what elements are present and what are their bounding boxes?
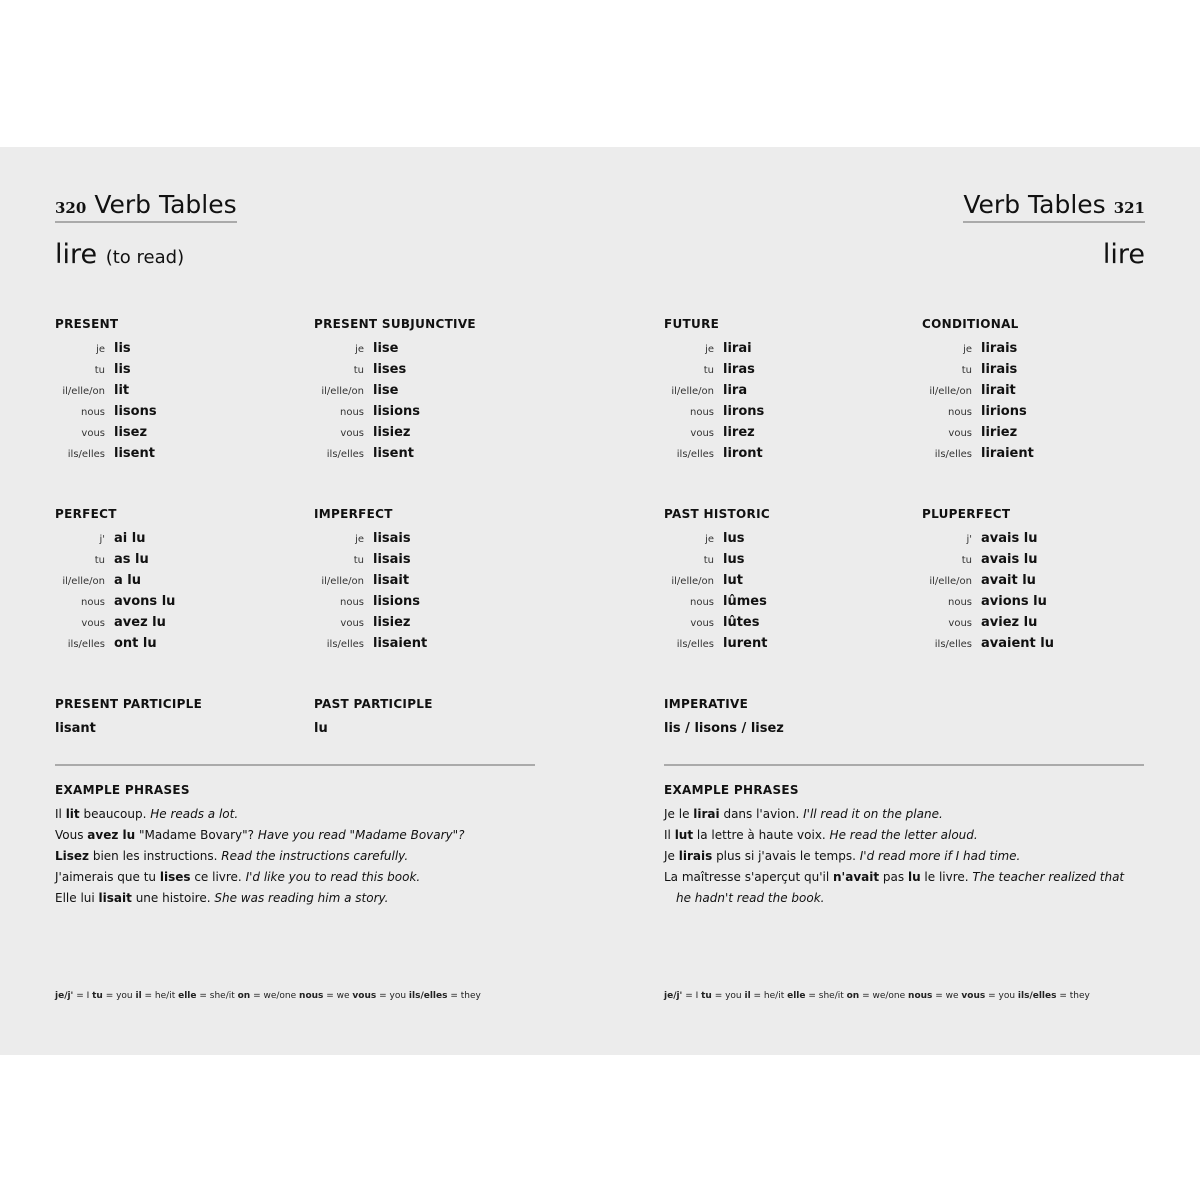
text-run: ce livre. <box>190 870 246 884</box>
verb-form: lisons <box>114 404 157 419</box>
verb-form: lisais <box>373 552 411 567</box>
text-run: n'avait <box>833 870 880 884</box>
tense-block <box>314 507 564 654</box>
text-run: = she/it <box>805 991 847 1001</box>
conjugation-row <box>314 591 564 612</box>
pronoun: je <box>963 344 972 355</box>
pronoun-key-footer <box>55 991 481 1001</box>
text-run: = I <box>73 991 93 1001</box>
verb-form: liras <box>723 362 755 377</box>
verb-form: lisent <box>114 446 155 461</box>
text-run: Je <box>664 849 679 863</box>
text-run: = we <box>932 991 962 1001</box>
text-run: tu <box>701 991 712 1001</box>
text-run: = they <box>1056 991 1090 1001</box>
tense-block <box>55 507 305 654</box>
text-run: je/j' <box>664 991 683 1001</box>
example-phrase <box>55 888 545 909</box>
book-spread <box>0 147 1200 1055</box>
text-run: = you <box>985 991 1018 1001</box>
verb-title <box>55 239 184 270</box>
verb-form: lis <box>114 362 131 377</box>
pronoun: j' <box>966 534 972 545</box>
verb-form: lus <box>723 531 745 546</box>
verb-infinitive: lire <box>1102 239 1145 270</box>
tense-name: PRESENT SUBJUNCTIVE <box>314 317 476 331</box>
verb-form: aviez lu <box>981 615 1038 630</box>
tense-block <box>664 317 914 464</box>
tense-name: PAST HISTORIC <box>664 507 770 521</box>
pronoun: il/elle/on <box>671 576 714 587</box>
pronoun: vous <box>948 428 972 439</box>
pronoun: j' <box>99 534 105 545</box>
tense-name: IMPERFECT <box>314 507 393 521</box>
pronoun: nous <box>80 407 105 418</box>
verb-form: ai lu <box>114 531 146 546</box>
verb-form: lisiez <box>373 425 411 440</box>
right-page <box>600 147 1200 1055</box>
pronoun: nous <box>947 597 972 608</box>
verb-gloss: (to read) <box>105 247 185 268</box>
present-participle <box>55 697 305 739</box>
imperative <box>664 697 914 739</box>
tense-block <box>664 507 914 654</box>
conjugation-row <box>922 591 1172 612</box>
text-run: Il <box>55 807 66 821</box>
conjugation-row <box>55 633 305 654</box>
pronoun: nous <box>339 407 364 418</box>
tense-block <box>314 317 564 464</box>
example-list <box>55 804 545 909</box>
pronoun: vous <box>690 618 714 629</box>
pronoun: nous <box>947 407 972 418</box>
pronoun: tu <box>94 555 105 566</box>
section-divider <box>664 764 1144 766</box>
pronoun: tu <box>961 555 972 566</box>
example-phrase <box>55 867 545 888</box>
text-run: Il <box>664 828 675 842</box>
text-run: ils/elles <box>408 991 448 1001</box>
pronoun: ils/elles <box>326 449 364 460</box>
text-run: ils/elles <box>1017 991 1057 1001</box>
pronoun: vous <box>690 428 714 439</box>
conjugation-row <box>314 528 564 549</box>
verb-form: lirons <box>723 404 765 419</box>
verb-form: lira <box>723 383 748 398</box>
conjugation-row <box>922 338 1172 359</box>
text-run: J'aimerais que tu <box>55 870 160 884</box>
text-run: je/j' <box>55 991 74 1001</box>
text-run: = you <box>102 991 136 1001</box>
imperative-label: IMPERATIVE <box>664 697 749 711</box>
verb-form: lisiez <box>373 615 411 630</box>
text-run: He read the letter aloud. <box>829 828 978 842</box>
conjugation-row <box>922 570 1172 591</box>
tense-block <box>922 507 1172 654</box>
pronoun: je <box>355 534 364 545</box>
text-run: He reads a lot. <box>150 807 239 821</box>
text-run: Je le <box>664 807 694 821</box>
example-phrase <box>664 846 1154 867</box>
conjugation-row <box>664 633 914 654</box>
text-run: lit <box>65 807 80 821</box>
example-phrase <box>55 846 545 867</box>
pronoun: nous <box>689 407 714 418</box>
text-run: = we <box>323 991 353 1001</box>
pronoun: il/elle/on <box>929 386 972 397</box>
text-run: nous <box>908 991 933 1001</box>
page-number: 320 <box>55 199 87 217</box>
present-participle-label: PRESENT PARTICIPLE <box>55 697 203 711</box>
pronoun: tu <box>703 555 714 566</box>
tense-name: CONDITIONAL <box>922 317 1019 331</box>
text-run: = you <box>711 991 745 1001</box>
pronoun: vous <box>340 618 364 629</box>
verb-form: lirait <box>981 383 1016 398</box>
text-run: on <box>846 991 860 1001</box>
conjugation-row <box>55 591 305 612</box>
verb-form: lûmes <box>723 594 767 609</box>
conjugation-row <box>664 359 914 380</box>
example-phrase <box>664 867 1154 888</box>
pronoun: je <box>355 344 364 355</box>
text-run: on <box>237 991 251 1001</box>
text-run: = they <box>447 991 481 1001</box>
conjugation-row <box>922 528 1172 549</box>
verb-form: lisaient <box>373 636 428 651</box>
conjugation-row <box>314 443 564 464</box>
text-run: = I <box>682 991 702 1001</box>
pronoun: tu <box>94 365 105 376</box>
pronoun: il/elle/on <box>321 386 364 397</box>
header-title: Verb Tables <box>963 190 1106 219</box>
example-phrase <box>664 825 1154 846</box>
verb-form: lisent <box>373 446 414 461</box>
pronoun: ils/elles <box>934 449 972 460</box>
conjugation-row <box>664 528 914 549</box>
verb-form: lise <box>373 383 399 398</box>
conjugation-row <box>55 422 305 443</box>
text-run: Read the instructions carefully. <box>221 849 409 863</box>
conjugation-row <box>922 401 1172 422</box>
tense-name: PERFECT <box>55 507 117 521</box>
verb-form: lus <box>723 552 745 567</box>
verb-form: ont lu <box>114 636 157 651</box>
pronoun: je <box>705 344 714 355</box>
text-run: = we/one <box>250 991 300 1001</box>
text-run: pas <box>879 870 908 884</box>
conjugation-row <box>664 549 914 570</box>
conjugation-row <box>664 570 914 591</box>
conjugation-row <box>55 338 305 359</box>
text-run: tu <box>92 991 103 1001</box>
past-participle-value: lu <box>314 721 328 736</box>
verb-form: lirions <box>981 404 1027 419</box>
text-run: le livre. <box>920 870 973 884</box>
verb-form: lirais <box>981 362 1018 377</box>
example-list <box>664 804 1154 909</box>
verb-form: avaient lu <box>981 636 1054 651</box>
verb-form: avais lu <box>981 531 1038 546</box>
example-phrases-label: EXAMPLE PHRASES <box>55 783 190 797</box>
conjugation-row <box>314 633 564 654</box>
example-phrase <box>55 804 545 825</box>
text-run: Elle lui <box>55 891 99 905</box>
verb-form: lise <box>373 341 399 356</box>
text-run: avez lu <box>87 828 136 842</box>
conjugation-row <box>55 401 305 422</box>
present-participle-value: lisant <box>55 721 96 736</box>
conjugation-row <box>55 380 305 401</box>
conjugation-row <box>922 443 1172 464</box>
text-run: lises <box>159 870 191 884</box>
pronoun: il/elle/on <box>62 386 105 397</box>
verb-title <box>1103 239 1145 270</box>
verb-form: lis <box>114 341 131 356</box>
verb-form: avez lu <box>114 615 166 630</box>
example-phrase <box>55 825 545 846</box>
verb-infinitive: lire <box>55 239 98 270</box>
text-run: elle <box>787 991 806 1001</box>
pronoun: tu <box>353 555 364 566</box>
text-run: "Madame Bovary"? <box>135 828 258 842</box>
text-run: = he/it <box>750 991 788 1001</box>
pronoun: vous <box>340 428 364 439</box>
conjugation-row <box>664 612 914 633</box>
pronoun: tu <box>703 365 714 376</box>
text-run: vous <box>352 991 377 1001</box>
conjugation-row <box>664 380 914 401</box>
pronoun: il/elle/on <box>62 576 105 587</box>
text-run: beaucoup. <box>79 807 151 821</box>
verb-form: lit <box>114 383 130 398</box>
pronoun: vous <box>81 428 105 439</box>
conjugation-row <box>664 591 914 612</box>
text-run: La maîtresse s'aperçut qu'il <box>664 870 833 884</box>
header-title: Verb Tables <box>94 190 237 219</box>
conjugation-row <box>314 549 564 570</box>
verb-form: a lu <box>114 573 142 588</box>
pronoun: ils/elles <box>67 639 105 650</box>
text-run: lu <box>907 870 921 884</box>
text-run: Have you read "Madame Bovary"? <box>257 828 465 842</box>
text-run: The teacher realized that <box>972 870 1125 884</box>
conjugation-row <box>314 338 564 359</box>
conjugation-row <box>314 422 564 443</box>
page-header <box>963 190 1145 223</box>
tense-name: PRESENT <box>55 317 119 331</box>
conjugation-row <box>922 359 1172 380</box>
text-run: il <box>135 991 142 1001</box>
page-number: 321 <box>1113 199 1145 217</box>
verb-form: lisions <box>373 594 421 609</box>
verb-form: lirais <box>981 341 1018 356</box>
text-run: he hadn't read the book. <box>676 891 825 905</box>
verb-form: lirai <box>723 341 752 356</box>
conjugation-row <box>314 401 564 422</box>
text-run: = you <box>376 991 409 1001</box>
pronoun: nous <box>80 597 105 608</box>
text-run: dans l'avion. <box>719 807 804 821</box>
pronoun: ils/elles <box>676 639 714 650</box>
past-participle-label: PAST PARTICIPLE <box>314 697 433 711</box>
verb-form: lirez <box>723 425 755 440</box>
text-run: Vous <box>55 828 88 842</box>
pronoun: il/elle/on <box>929 576 972 587</box>
conjugation-row <box>314 359 564 380</box>
text-run: elle <box>178 991 197 1001</box>
conjugation-row <box>664 401 914 422</box>
text-run: lirais <box>678 849 713 863</box>
conjugation-row <box>922 422 1172 443</box>
pronoun: vous <box>948 618 972 629</box>
pronoun: nous <box>689 597 714 608</box>
verb-form: lûtes <box>723 615 760 630</box>
conjugation-row <box>55 612 305 633</box>
verb-form: avait lu <box>981 573 1036 588</box>
tense-block <box>55 317 305 464</box>
verb-form: lisions <box>373 404 421 419</box>
text-run: la lettre à haute voix. <box>693 828 830 842</box>
pronoun-key-footer <box>664 991 1090 1001</box>
text-run: plus si j'avais le temps. <box>712 849 860 863</box>
verb-form: liront <box>723 446 763 461</box>
pronoun: je <box>96 344 105 355</box>
verb-form: liriez <box>981 425 1018 440</box>
imperative-value: lis / lisons / lisez <box>664 721 784 736</box>
conjugation-row <box>314 380 564 401</box>
verb-form: as lu <box>114 552 149 567</box>
pronoun: tu <box>961 365 972 376</box>
pronoun: nous <box>339 597 364 608</box>
example-phrase <box>664 804 1154 825</box>
text-run: I'll read it on the plane. <box>803 807 943 821</box>
verb-form: lisez <box>114 425 148 440</box>
conjugation-row <box>55 549 305 570</box>
text-run: bien les instructions. <box>89 849 222 863</box>
example-phrases <box>55 783 545 909</box>
section-divider <box>55 764 535 766</box>
left-page <box>0 147 600 1055</box>
tense-block <box>922 317 1172 464</box>
conjugation-row <box>922 612 1172 633</box>
pronoun: tu <box>353 365 364 376</box>
text-run: I'd read more if I had time. <box>859 849 1021 863</box>
conjugation-row <box>55 528 305 549</box>
conjugation-row <box>922 380 1172 401</box>
conjugation-row <box>664 338 914 359</box>
text-run: = he/it <box>141 991 179 1001</box>
text-run: une histoire. <box>131 891 215 905</box>
verb-form: avons lu <box>114 594 176 609</box>
text-run: Lisez <box>55 849 90 863</box>
pronoun: il/elle/on <box>671 386 714 397</box>
example-phrases <box>664 783 1154 909</box>
page-header <box>55 190 237 223</box>
verb-form: lisais <box>373 531 411 546</box>
pronoun: ils/elles <box>326 639 364 650</box>
text-run: She was reading him a story. <box>214 891 389 905</box>
past-participle <box>314 697 564 739</box>
conjugation-row <box>664 422 914 443</box>
text-run: vous <box>961 991 986 1001</box>
text-run: lisait <box>98 891 132 905</box>
conjugation-row <box>664 443 914 464</box>
conjugation-row <box>922 549 1172 570</box>
verb-form: lises <box>373 362 407 377</box>
text-run: = she/it <box>196 991 238 1001</box>
conjugation-row <box>922 633 1172 654</box>
example-phrases-label: EXAMPLE PHRASES <box>664 783 799 797</box>
tense-name: PLUPERFECT <box>922 507 1011 521</box>
example-phrase <box>664 888 1154 909</box>
pronoun: vous <box>81 618 105 629</box>
verb-form: avais lu <box>981 552 1038 567</box>
tense-name: FUTURE <box>664 317 720 331</box>
verb-form: lut <box>723 573 743 588</box>
pronoun: ils/elles <box>934 639 972 650</box>
verb-form: liraient <box>981 446 1034 461</box>
conjugation-row <box>55 570 305 591</box>
pronoun: je <box>705 534 714 545</box>
pronoun: ils/elles <box>67 449 105 460</box>
text-run: lirai <box>693 807 720 821</box>
text-run: lut <box>674 828 694 842</box>
text-run: = we/one <box>859 991 909 1001</box>
conjugation-row <box>314 612 564 633</box>
pronoun: ils/elles <box>676 449 714 460</box>
conjugation-row <box>55 359 305 380</box>
text-run: il <box>744 991 751 1001</box>
conjugation-row <box>55 443 305 464</box>
pronoun: il/elle/on <box>321 576 364 587</box>
conjugation-row <box>314 570 564 591</box>
text-run: I'd like you to read this book. <box>245 870 421 884</box>
text-run: nous <box>299 991 324 1001</box>
verb-form: lisait <box>373 573 410 588</box>
verb-form: avions lu <box>981 594 1047 609</box>
verb-form: lurent <box>723 636 768 651</box>
